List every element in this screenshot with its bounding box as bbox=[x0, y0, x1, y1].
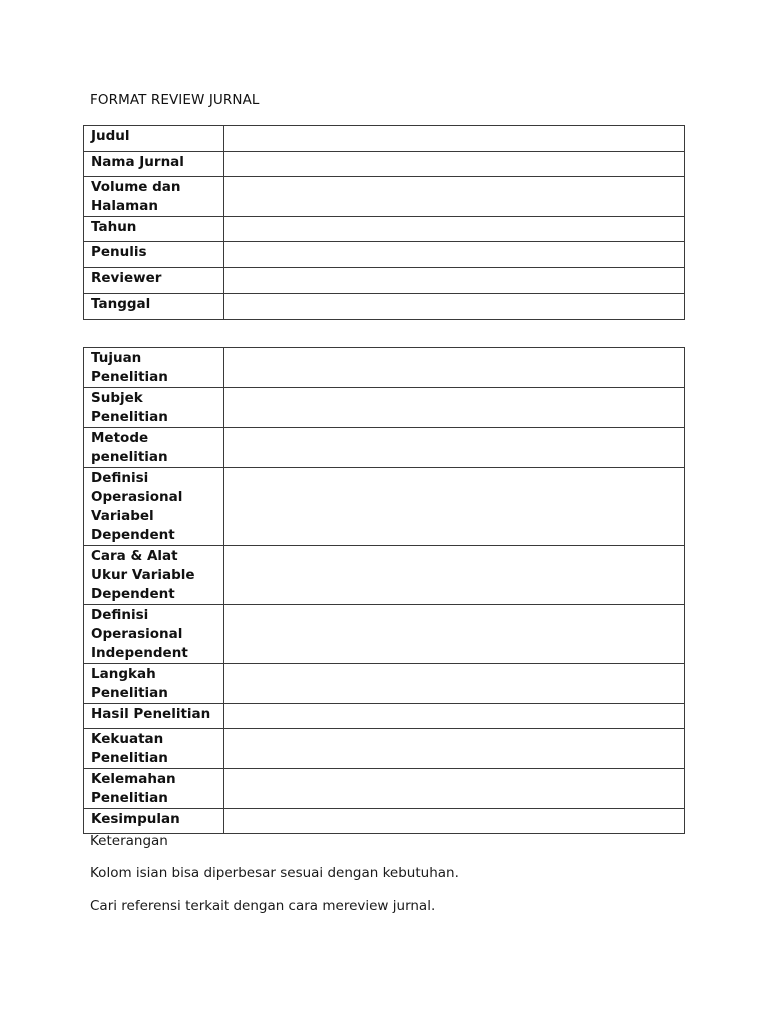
value-cell[interactable] bbox=[224, 268, 685, 294]
table-row-kekuatan bbox=[84, 729, 685, 769]
value-cell[interactable] bbox=[224, 546, 685, 605]
row-label: Kekuatan Penelitian bbox=[84, 729, 224, 769]
row-label: Tahun bbox=[84, 217, 224, 242]
value-cell[interactable] bbox=[224, 388, 685, 428]
value-cell[interactable] bbox=[224, 729, 685, 769]
value-cell[interactable] bbox=[224, 242, 685, 268]
table-row-definisi-independent bbox=[84, 605, 685, 664]
table-row-subjek bbox=[84, 388, 685, 428]
row-label: Subjek Penelitian bbox=[84, 388, 224, 428]
table-row-tanggal bbox=[84, 294, 685, 320]
table-row-hasil bbox=[84, 704, 685, 729]
row-label: Hasil Penelitian bbox=[84, 704, 224, 729]
table-row-tahun bbox=[84, 217, 685, 242]
table-row-penulis bbox=[84, 242, 685, 268]
row-label: Kelemahan Penelitian bbox=[84, 769, 224, 809]
row-label: Definisi Operasional Independent bbox=[84, 605, 224, 664]
row-label: Nama Jurnal bbox=[84, 152, 224, 177]
value-cell[interactable] bbox=[224, 704, 685, 729]
row-label: Definisi Operasional Variabel Dependent bbox=[84, 468, 224, 546]
row-label: Kesimpulan bbox=[84, 809, 224, 834]
value-cell[interactable] bbox=[224, 769, 685, 809]
journal-analysis-table bbox=[83, 347, 685, 834]
row-label: Volume dan Halaman bbox=[84, 177, 224, 217]
table-row-definisi-dependent bbox=[84, 468, 685, 546]
value-cell[interactable] bbox=[224, 152, 685, 177]
value-cell[interactable] bbox=[224, 428, 685, 468]
value-cell[interactable] bbox=[224, 177, 685, 217]
row-label: Metode penelitian bbox=[84, 428, 224, 468]
table-row-judul bbox=[84, 126, 685, 152]
value-cell[interactable] bbox=[224, 217, 685, 242]
value-cell[interactable] bbox=[224, 605, 685, 664]
row-label: Langkah Penelitian bbox=[84, 664, 224, 704]
row-label: Tujuan Penelitian bbox=[84, 348, 224, 388]
value-cell[interactable] bbox=[224, 809, 685, 834]
value-cell[interactable] bbox=[224, 468, 685, 546]
table-row-reviewer bbox=[84, 268, 685, 294]
table-row-volume-halaman bbox=[84, 177, 685, 217]
row-label: Judul bbox=[84, 126, 224, 152]
table-row-metode bbox=[84, 428, 685, 468]
value-cell[interactable] bbox=[224, 348, 685, 388]
table-row-alat-ukur bbox=[84, 546, 685, 605]
row-label: Tanggal bbox=[84, 294, 224, 320]
table-row-tujuan bbox=[84, 348, 685, 388]
value-cell[interactable] bbox=[224, 664, 685, 704]
table-row-langkah bbox=[84, 664, 685, 704]
note-line: Kolom isian bisa diperbesar sesuai dengan kebutuhan. bbox=[90, 865, 459, 881]
table-row-nama-jurnal bbox=[84, 152, 685, 177]
row-label: Penulis bbox=[84, 242, 224, 268]
document-title: FORMAT REVIEW JURNAL bbox=[90, 92, 260, 108]
table-row-kesimpulan bbox=[84, 809, 685, 834]
row-label: Cara & Alat Ukur Variable Dependent bbox=[84, 546, 224, 605]
table-row-kelemahan bbox=[84, 769, 685, 809]
value-cell[interactable] bbox=[224, 294, 685, 320]
note-line: Cari referensi terkait dengan cara mereview jurnal. bbox=[90, 898, 436, 914]
journal-info-table bbox=[83, 125, 685, 320]
value-cell[interactable] bbox=[224, 126, 685, 152]
notes-heading: Keterangan bbox=[90, 833, 168, 849]
row-label: Reviewer bbox=[84, 268, 224, 294]
